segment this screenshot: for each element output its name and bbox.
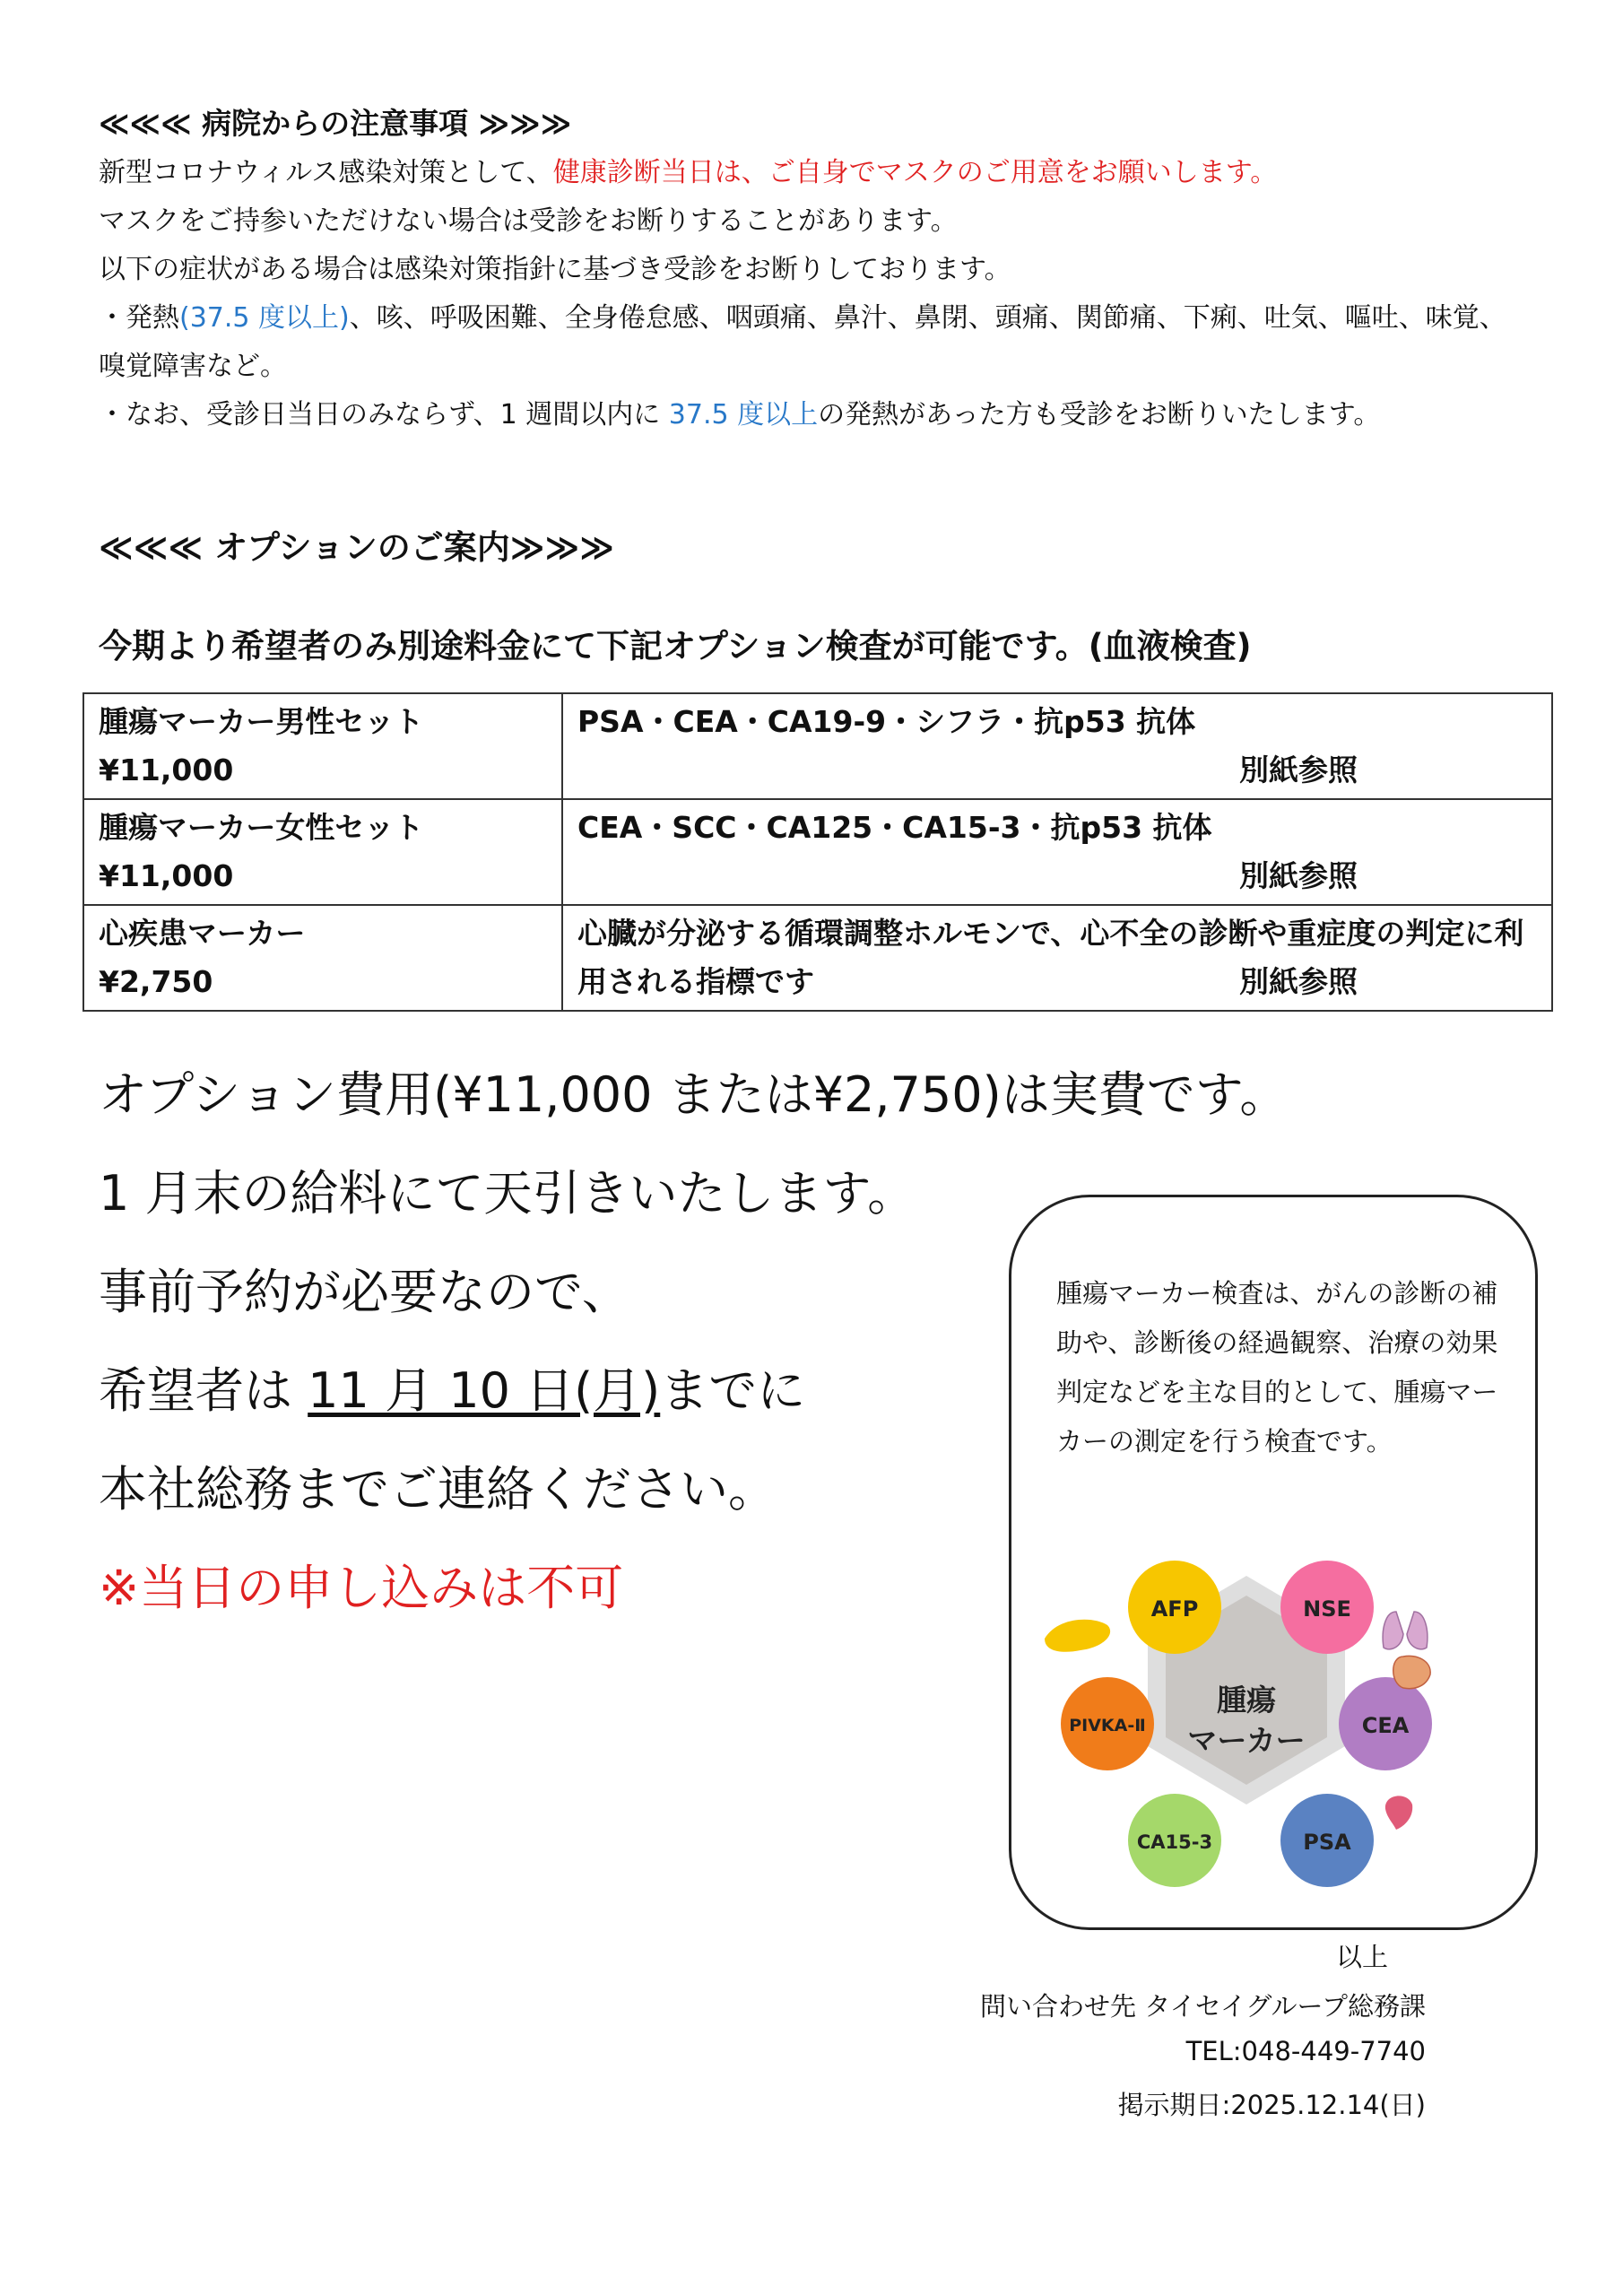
marker-ca153-label: CA15-3 — [1136, 1831, 1213, 1853]
option-desc-2: 用される指標です — [577, 964, 814, 999]
tumor-marker-info-box — [1009, 1195, 1538, 1930]
marker-afp-label: AFP — [1150, 1596, 1199, 1622]
option-desc: PSA・CEA・CA19-9・シフラ・抗p53 抗体 — [577, 704, 1196, 739]
option-ref: 別紙参照 — [1239, 964, 1358, 999]
notice-line-6-a: ・なお、受診日当日のみならず、1 週間以内に — [99, 399, 669, 430]
table-row — [83, 905, 1552, 1011]
option-name-cell — [83, 799, 562, 905]
main-line-2: 1 月末の給料にて天引きいたします。 — [99, 1165, 916, 1222]
liver-icon — [1045, 1620, 1110, 1652]
main-line-4-a: 希望者は — [99, 1362, 308, 1419]
prostate-icon — [1385, 1796, 1412, 1830]
marker-pivka-label: PIVKA-Ⅱ — [1069, 1716, 1146, 1735]
option-name: 心疾患マーカー — [99, 916, 306, 951]
option-price: ¥11,000 — [99, 752, 234, 787]
notice-line-1-text: 新型コロナウィルス感染対策として、 — [99, 157, 553, 188]
option-name: 腫瘍マーカー男性セット — [99, 704, 424, 739]
option-price: ¥11,000 — [99, 858, 234, 893]
main-line-4 — [99, 1352, 805, 1422]
notice-mask-warning: 健康診断当日は、ご自身でマスクのご用意をお願いします。 — [552, 157, 1278, 188]
notice-heading: ≪≪≪ 病院からの注意事項 ≫≫≫ — [99, 106, 572, 141]
option-desc-cell — [562, 905, 1552, 1011]
options-heading: ≪≪≪ オプションのご案内≫≫≫ — [99, 528, 614, 567]
notice-line-4-a: ・発熱 — [99, 302, 179, 334]
options-intro: 今期より希望者のみ別途料金にて下記オプション検査が可能です。(血液検査) — [99, 627, 1252, 665]
end-mark: 以上 — [1335, 1942, 1388, 1972]
center-label-2: マーカー — [1187, 1723, 1306, 1758]
table-row — [83, 693, 1552, 799]
option-name-cell — [83, 905, 562, 1011]
main-line-4-c: までに — [660, 1362, 806, 1419]
option-name-cell — [83, 693, 562, 799]
option-price: ¥2,750 — [99, 964, 213, 999]
marker-cea-label: CEA — [1361, 1713, 1410, 1738]
tel-line: TEL:048-449-7740 — [1185, 2036, 1426, 2066]
same-day-warning: ※当日の申し込みは不可 — [99, 1560, 624, 1616]
contact-line: 問い合わせ先 タイセイグループ総務課 — [980, 1991, 1426, 2022]
tumor-marker-diagram — [1009, 1195, 1538, 1930]
option-desc-line2 — [577, 958, 1537, 1006]
main-line-5: 本社総務までご連絡ください。 — [99, 1461, 777, 1518]
marker-nse-label: NSE — [1303, 1596, 1351, 1622]
notice-line-3: 以下の症状がある場合は感染対策指針に基づき受診をお断りしております。 — [99, 254, 1011, 285]
notice-fever-threshold: (37.5 度以上) — [179, 302, 350, 334]
options-table — [82, 692, 1553, 1012]
intestine-icon — [1393, 1656, 1430, 1688]
main-line-1: オプション費用(¥11,000 または¥2,750)は実費です。 — [99, 1066, 1289, 1123]
option-ref: 別紙参照 — [1239, 752, 1358, 787]
option-ref: 別紙参照 — [1239, 858, 1358, 893]
notice-line-4-c: 、咳、呼吸困難、全身倦怠感、咽頭痛、鼻汁、鼻閉、頭痛、関節痛、下痢、吐気、嘔吐、味覚、 — [349, 302, 1506, 334]
info-text: 腫瘍マーカー検査は、がんの診断の補助や、診断後の経過観察、治療の効果判定などを主な目的として、腫瘍マーカーの測定を行う検査です。 — [1056, 1278, 1498, 1457]
option-desc-cell — [562, 799, 1552, 905]
notice-line-6 — [99, 391, 1380, 439]
notice-fever-threshold-2: 37.5 度以上 — [668, 399, 819, 430]
marker-psa-label: PSA — [1303, 1830, 1351, 1855]
option-desc-cell — [562, 693, 1552, 799]
main-line-3: 事前予約が必要なので、 — [99, 1264, 630, 1320]
notice-line-1 — [99, 149, 1277, 197]
option-name: 腫瘍マーカー女性セット — [99, 810, 424, 845]
notice-line-5: 嗅覚障害など。 — [99, 351, 287, 382]
table-row — [83, 799, 1552, 905]
notice-line-2: マスクをご持参いただけない場合は受診をお断りすることがあります。 — [99, 205, 958, 237]
option-desc: 心臓が分泌する循環調整ホルモンで、心不全の診断や重症度の判定に利 — [577, 916, 1524, 951]
posting-date: 掲示期日:2025.12.14(日) — [1117, 2090, 1426, 2120]
notice-line-6-c: の発熱があった方も受診をお断りいたします。 — [818, 399, 1381, 430]
notice-line-4 — [99, 294, 1506, 343]
option-desc: CEA・SCC・CA125・CA15-3・抗p53 抗体 — [577, 810, 1212, 845]
deadline-date: 11 月 10 日(月) — [308, 1362, 661, 1419]
center-label-1: 腫瘍 — [1217, 1683, 1276, 1718]
lungs-icon — [1383, 1612, 1428, 1649]
